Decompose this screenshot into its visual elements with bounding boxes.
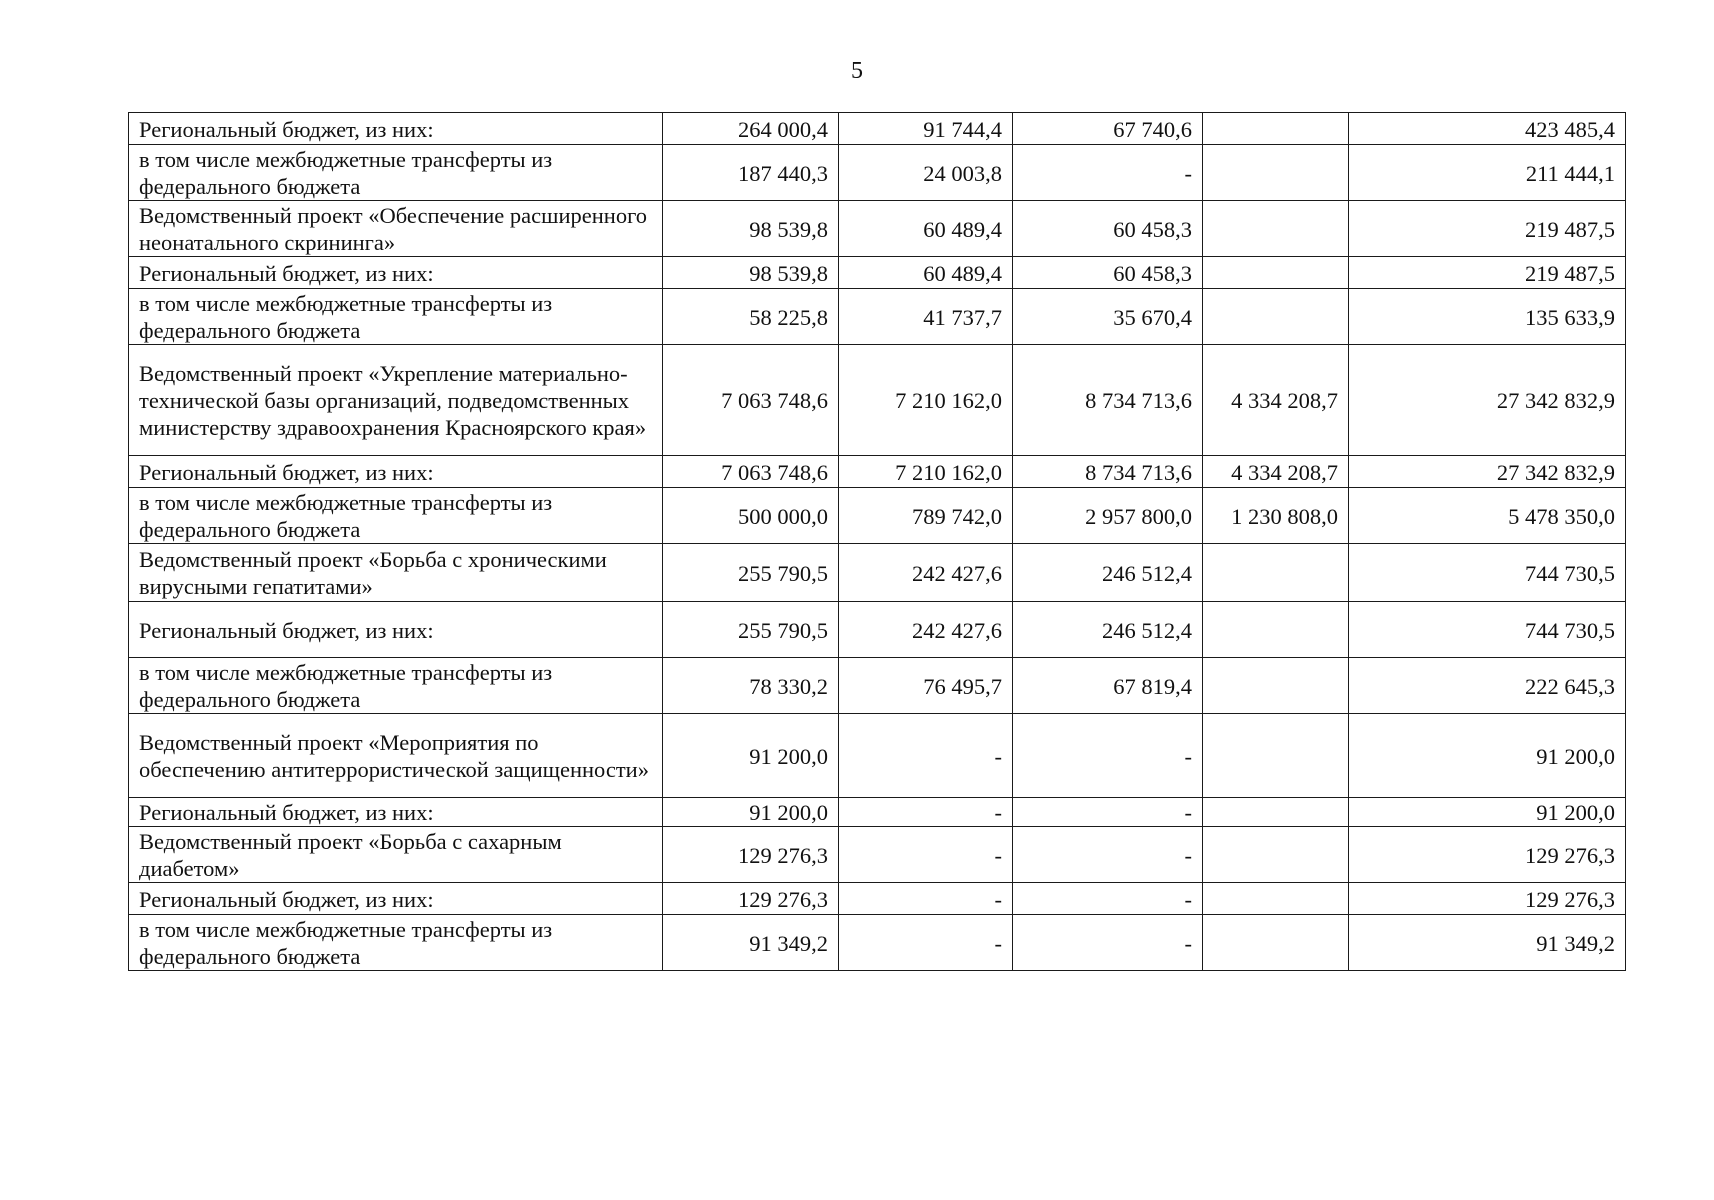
- value-cell: 35 670,4: [1013, 289, 1203, 345]
- value-cell: [1203, 289, 1349, 345]
- row-label: Ведомственный проект «Борьба с сахарным диабетом»: [129, 827, 663, 883]
- row-label: в том числе межбюджетные трансферты из федерального бюджета: [129, 145, 663, 201]
- value-cell: 76 495,7: [839, 658, 1013, 714]
- table-row: [129, 883, 1626, 915]
- value-cell: 8 734 713,6: [1013, 456, 1203, 488]
- value-cell: 7 063 748,6: [663, 345, 839, 456]
- total-cell: 423 485,4: [1349, 113, 1626, 145]
- total-cell: 27 342 832,9: [1349, 345, 1626, 456]
- total-cell: 222 645,3: [1349, 658, 1626, 714]
- total-cell: 135 633,9: [1349, 289, 1626, 345]
- value-cell: [1203, 658, 1349, 714]
- row-label: Ведомственный проект «Обеспечение расширенного неонатального скрининга»: [129, 201, 663, 257]
- value-cell: 246 512,4: [1013, 544, 1203, 602]
- value-cell: 91 200,0: [663, 714, 839, 798]
- table-row: [129, 113, 1626, 145]
- value-cell: [1203, 827, 1349, 883]
- value-cell: [1203, 113, 1349, 145]
- row-label: в том числе межбюджетные трансферты из федерального бюджета: [129, 488, 663, 544]
- value-cell: 264 000,4: [663, 113, 839, 145]
- value-cell: [1203, 145, 1349, 201]
- value-cell: 129 276,3: [663, 827, 839, 883]
- value-cell: 187 440,3: [663, 145, 839, 201]
- value-cell: -: [1013, 915, 1203, 971]
- table-row: [129, 145, 1626, 201]
- value-cell: 91 349,2: [663, 915, 839, 971]
- value-cell: 60 458,3: [1013, 201, 1203, 257]
- table-row: [129, 658, 1626, 714]
- table-row: [129, 345, 1626, 456]
- value-cell: [1203, 915, 1349, 971]
- table-row: [129, 602, 1626, 658]
- value-cell: 58 225,8: [663, 289, 839, 345]
- table-row: [129, 488, 1626, 544]
- value-cell: 500 000,0: [663, 488, 839, 544]
- total-cell: 91 200,0: [1349, 714, 1626, 798]
- value-cell: 2 957 800,0: [1013, 488, 1203, 544]
- total-cell: 5 478 350,0: [1349, 488, 1626, 544]
- page-number: 5: [851, 58, 863, 84]
- row-label: в том числе межбюджетные трансферты из федерального бюджета: [129, 289, 663, 345]
- value-cell: 255 790,5: [663, 544, 839, 602]
- row-label: Ведомственный проект «Борьба с хроническими вирусными гепатитами»: [129, 544, 663, 602]
- value-cell: 67 819,4: [1013, 658, 1203, 714]
- value-cell: 98 539,8: [663, 257, 839, 289]
- row-label: Региональный бюджет, из них:: [129, 883, 663, 915]
- value-cell: 60 458,3: [1013, 257, 1203, 289]
- value-cell: -: [1013, 883, 1203, 915]
- value-cell: -: [839, 915, 1013, 971]
- value-cell: -: [839, 883, 1013, 915]
- table-row: [129, 798, 1626, 827]
- value-cell: [1203, 714, 1349, 798]
- value-cell: 78 330,2: [663, 658, 839, 714]
- row-label: Ведомственный проект «Укрепление материально-технической базы организаций, подведомственных министерству здравоохранения Красноярского края»: [129, 345, 663, 456]
- table-row: [129, 456, 1626, 488]
- total-cell: 219 487,5: [1349, 201, 1626, 257]
- value-cell: 7 210 162,0: [839, 456, 1013, 488]
- budget-table: [128, 112, 1626, 971]
- value-cell: -: [1013, 798, 1203, 827]
- row-label: Региональный бюджет, из них:: [129, 456, 663, 488]
- total-cell: 91 200,0: [1349, 798, 1626, 827]
- total-cell: 744 730,5: [1349, 602, 1626, 658]
- value-cell: -: [1013, 145, 1203, 201]
- total-cell: 211 444,1: [1349, 145, 1626, 201]
- value-cell: 4 334 208,7: [1203, 456, 1349, 488]
- table-row: [129, 201, 1626, 257]
- value-cell: [1203, 257, 1349, 289]
- total-cell: 129 276,3: [1349, 827, 1626, 883]
- value-cell: 246 512,4: [1013, 602, 1203, 658]
- value-cell: 91 744,4: [839, 113, 1013, 145]
- total-cell: 129 276,3: [1349, 883, 1626, 915]
- value-cell: 60 489,4: [839, 201, 1013, 257]
- value-cell: 242 427,6: [839, 544, 1013, 602]
- value-cell: 24 003,8: [839, 145, 1013, 201]
- value-cell: [1203, 201, 1349, 257]
- table-row: [129, 289, 1626, 345]
- value-cell: 789 742,0: [839, 488, 1013, 544]
- table-row: [129, 714, 1626, 798]
- value-cell: 91 200,0: [663, 798, 839, 827]
- table-row: [129, 827, 1626, 883]
- table-row: [129, 257, 1626, 289]
- value-cell: -: [839, 827, 1013, 883]
- value-cell: 7 210 162,0: [839, 345, 1013, 456]
- total-cell: 27 342 832,9: [1349, 456, 1626, 488]
- value-cell: 41 737,7: [839, 289, 1013, 345]
- value-cell: 255 790,5: [663, 602, 839, 658]
- value-cell: -: [1013, 714, 1203, 798]
- value-cell: 67 740,6: [1013, 113, 1203, 145]
- value-cell: 129 276,3: [663, 883, 839, 915]
- table-row: [129, 544, 1626, 602]
- value-cell: [1203, 544, 1349, 602]
- value-cell: [1203, 798, 1349, 827]
- value-cell: -: [839, 714, 1013, 798]
- total-cell: 91 349,2: [1349, 915, 1626, 971]
- row-label: в том числе межбюджетные трансферты из федерального бюджета: [129, 915, 663, 971]
- value-cell: 98 539,8: [663, 201, 839, 257]
- row-label: в том числе межбюджетные трансферты из федерального бюджета: [129, 658, 663, 714]
- value-cell: -: [839, 798, 1013, 827]
- row-label: Региональный бюджет, из них:: [129, 798, 663, 827]
- total-cell: 219 487,5: [1349, 257, 1626, 289]
- value-cell: 8 734 713,6: [1013, 345, 1203, 456]
- value-cell: [1203, 883, 1349, 915]
- row-label: Региональный бюджет, из них:: [129, 602, 663, 658]
- value-cell: [1203, 602, 1349, 658]
- value-cell: -: [1013, 827, 1203, 883]
- value-cell: 7 063 748,6: [663, 456, 839, 488]
- table-row: [129, 915, 1626, 971]
- row-label: Ведомственный проект «Мероприятия по обеспечению антитеррористической защищенности»: [129, 714, 663, 798]
- value-cell: 4 334 208,7: [1203, 345, 1349, 456]
- value-cell: 242 427,6: [839, 602, 1013, 658]
- value-cell: 1 230 808,0: [1203, 488, 1349, 544]
- row-label: Региональный бюджет, из них:: [129, 257, 663, 289]
- value-cell: 60 489,4: [839, 257, 1013, 289]
- total-cell: 744 730,5: [1349, 544, 1626, 602]
- row-label: Региональный бюджет, из них:: [129, 113, 663, 145]
